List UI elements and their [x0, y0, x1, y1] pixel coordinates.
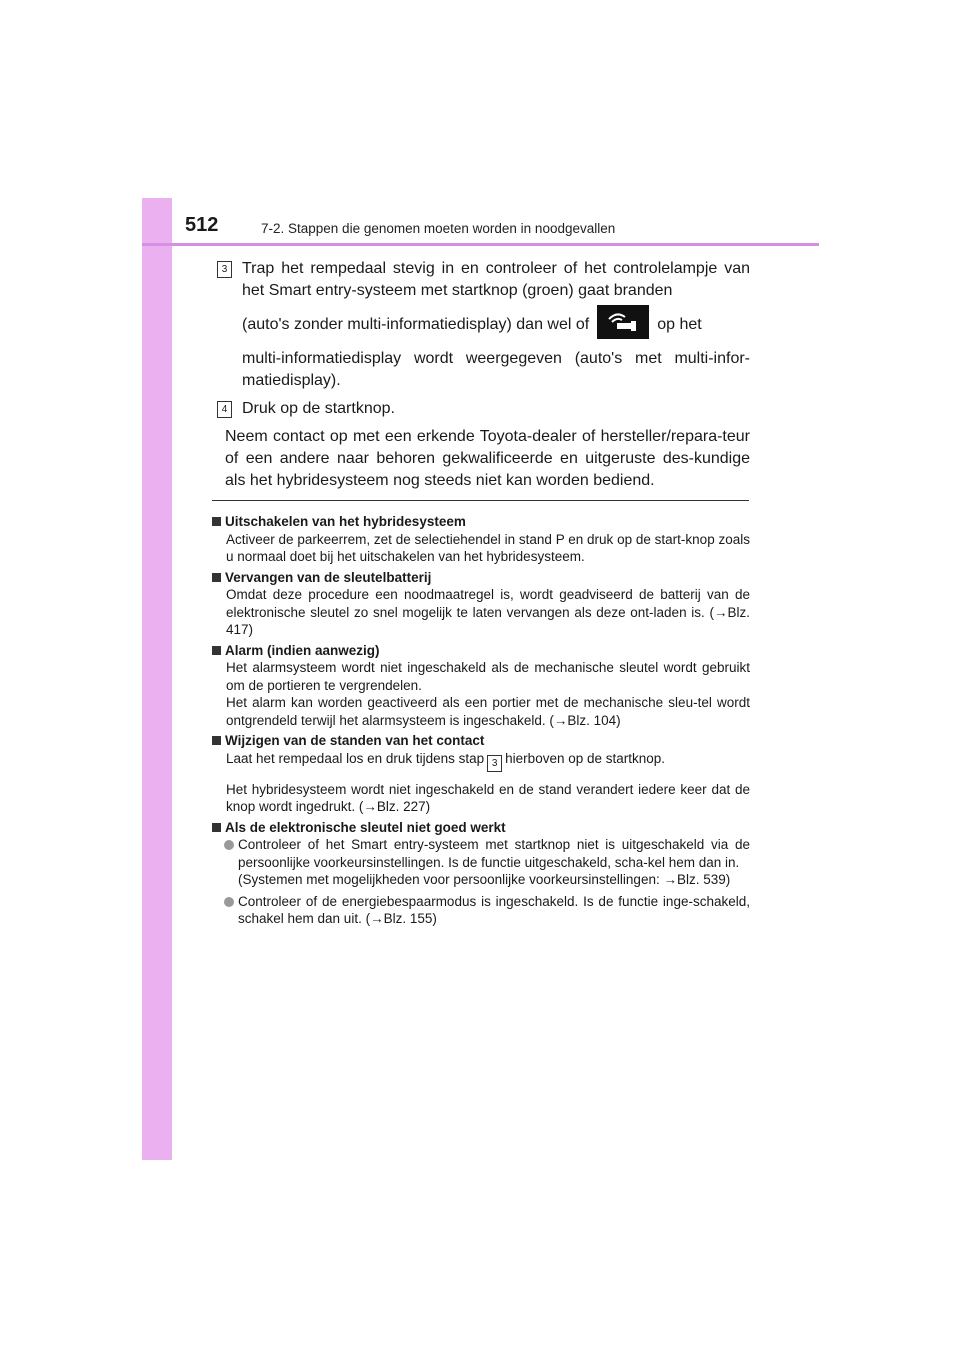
section-title: 7-2. Stappen die genomen moeten worden in noodgevallen [261, 221, 616, 236]
note-title: Alarm (indien aanwezig) [212, 642, 750, 660]
square-bullet-icon [212, 736, 221, 745]
note-title: Vervangen van de sleutelbatterij [212, 569, 750, 587]
step-badge: 3 [217, 261, 232, 278]
note-body: Het hybridesysteem wordt niet ingeschakeld en de stand verandert iedere keer dat de knop wordt ingedrukt. (→Blz. 227) [226, 781, 750, 814]
note-title: Als de elektronische sleutel niet goed werkt [212, 819, 750, 837]
square-bullet-icon [212, 646, 221, 655]
list-item: Controleer of de energiebespaarmodus is ingeschakeld. Is de functie inge-schakeld, schakel hem dan uit. (→Blz. 155) [212, 893, 750, 928]
step-badge: 4 [217, 401, 232, 418]
step-badge: 3 [487, 755, 502, 772]
round-bullet-icon [224, 840, 234, 850]
step-3 [212, 258, 750, 392]
round-bullet-icon [224, 897, 234, 907]
square-bullet-icon [212, 517, 221, 526]
note-body: Het alarmsysteem wordt niet ingeschakeld als de mechanische sleutel wordt gebruikt om de portieren te vergrendelen. [226, 660, 750, 693]
step-3-line3: multi-informatiedisplay wordt weergegeven (auto's met multi-infor-matiedisplay). [242, 350, 750, 389]
square-bullet-icon [212, 823, 221, 832]
page-number: 512 [185, 214, 219, 236]
smart-key-indicator-icon [597, 305, 649, 339]
contact-dealer-text: Neem contact op met een erkende Toyota-dealer of hersteller/repara-teur of een andere naar behoren gekwalificeerde en uitgeruste des-kundige als het hybridesysteem nog steeds niet kan worden bediend. [225, 428, 750, 489]
list-item: Controleer of het Smart entry-systeem met startknop niet is uitgeschakeld via de persoonlijke voorkeursinstellingen. Is de functie uitgeschakeld, scha-kel hem dan in. (Systemen met mogelijkheden voor persoonlijke voorkeursinstellingen: →Blz. 539) [212, 836, 750, 889]
header-rule [142, 243, 819, 246]
step-4-text: Druk op de startknop. [242, 400, 395, 417]
note-body: Laat het rempedaal los en druk tijdens stap 3 hierboven op de startknop. [212, 750, 750, 772]
section-divider [212, 500, 749, 501]
step-3-line1: Trap het rempedaal stevig in en controleer of het controlelampje van het Smart entry-systeem met startknop (groen) gaat branden [242, 260, 750, 299]
note-title: Wijzigen van de standen van het contact [212, 732, 750, 750]
square-bullet-icon [212, 573, 221, 582]
note-body: Het alarm kan worden geactiveerd als een portier met de mechanische sleu-tel wordt ontgrendeld terwijl het alarmsysteem is ingeschakeld. (→Blz. 104) [226, 695, 750, 728]
section-sidebar-tab [142, 198, 172, 1160]
step-4 [212, 398, 750, 420]
step-3-line2: (auto's zonder multi-informatiedisplay) dan wel of op het [242, 302, 750, 348]
note-title: Uitschakelen van het hybridesysteem [212, 513, 750, 531]
note-body: Activeer de parkeerrem, zet de selectiehendel in stand P en druk op de start-knop zoals u normaal doet bij het uitschakelen van het hybridesysteem. [226, 531, 750, 564]
notes-block [212, 510, 750, 932]
note-body: Omdat deze procedure een noodmaatregel is, wordt geadviseerd de batterij van de elektronische sleutel zo snel mogelijk te laten vervangen als deze ont-laden is. (→Blz. 417) [226, 587, 750, 637]
steps-block [212, 258, 750, 492]
